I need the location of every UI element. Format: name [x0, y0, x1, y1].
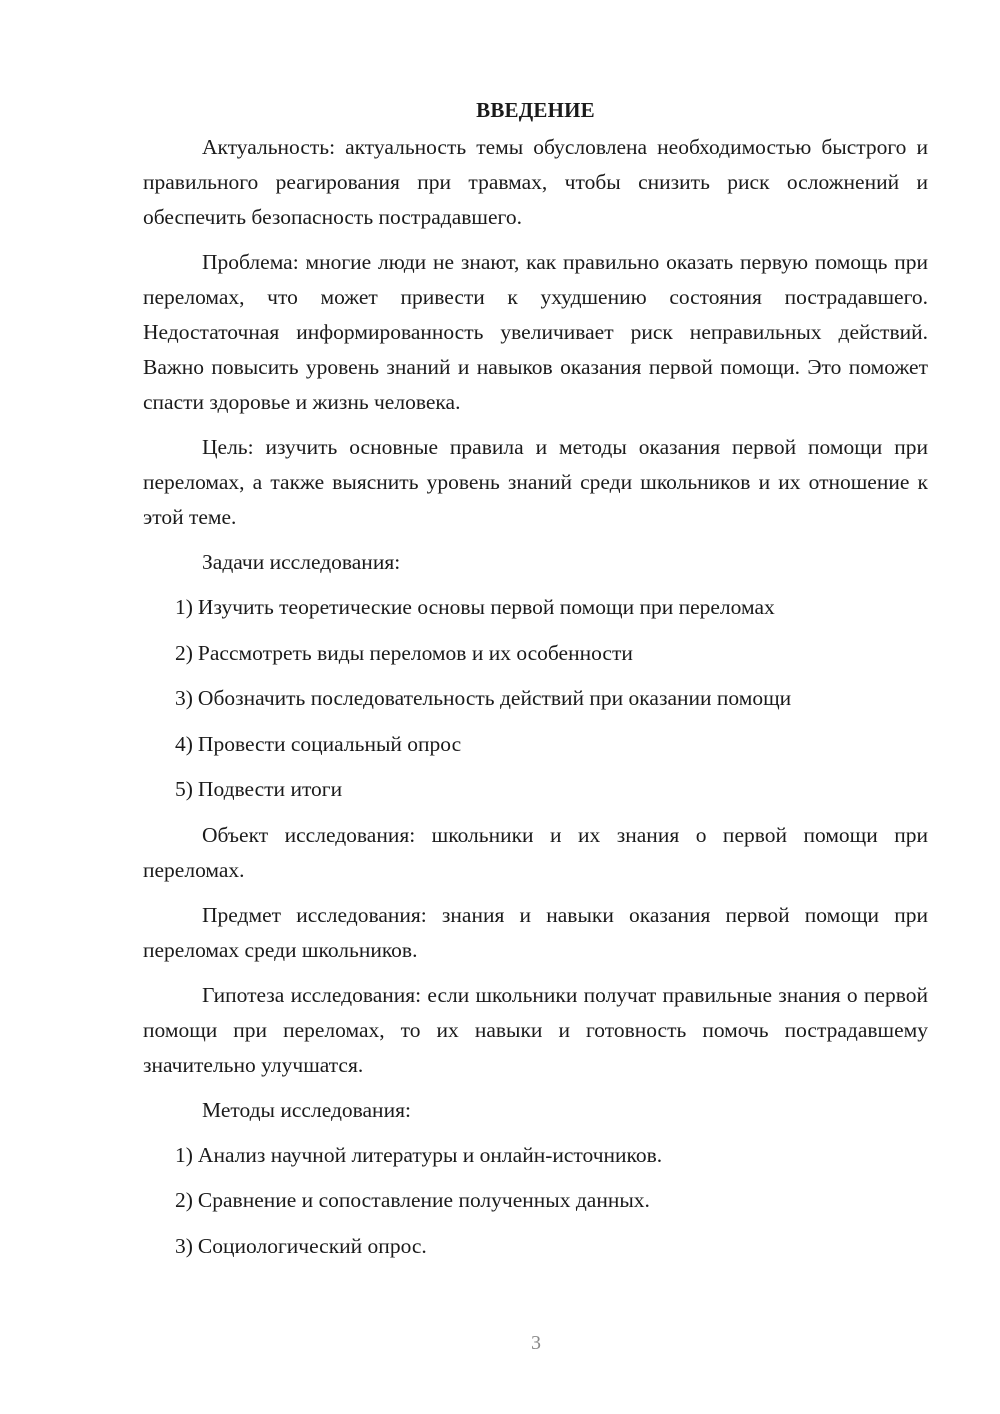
list-item-number: 1) [175, 1142, 193, 1167]
list-item-text: Рассмотреть виды переломов и их особенности [197, 640, 633, 665]
tasks-label: Задачи исследования: [202, 550, 401, 574]
list-item-text: Подвести итоги [197, 777, 343, 801]
list-item-number: 5) [175, 777, 193, 801]
list-item-number: 4) [175, 731, 193, 756]
list-item-number: 1) [175, 595, 193, 619]
list-item-number: 2) [175, 1188, 193, 1212]
document-page [143, 90, 928, 1274]
list-item [143, 1229, 928, 1264]
list-item [143, 1138, 928, 1173]
page-number: 3 [531, 1332, 541, 1354]
paragraph-goal: Цель: изучить основные правила и методы оказания первой помощи при переломах, а также выяснить уровень знаний среди школьников и их отношение к этой теме. [143, 435, 928, 529]
paragraph-object: Объект исследования: школьники и их знания о первой помощи при переломах. [143, 822, 928, 882]
list-item-number: 3) [175, 686, 193, 710]
list-item [143, 681, 928, 716]
paragraph-relevance: Актуальность: актуальность темы обусловлена необходимостью быстрого и правильного реагирования при травмах, чтобы снизить риск осложнений и обеспечить безопасность пострадавшего. [143, 135, 928, 229]
list-item-number: 2) [175, 640, 193, 665]
list-item [143, 727, 928, 762]
list-item [143, 636, 928, 671]
paragraph-hypothesis: Гипотеза исследования: если школьники получат правильные знания о первой помощи при переломах, то их навыки и готовность помочь пострадавшему значительно улучшатся. [143, 982, 928, 1077]
list-item-text: Социологический опрос. [197, 1233, 427, 1258]
tasks-list [143, 590, 928, 807]
methods-list [143, 1138, 928, 1264]
list-item-text: Сравнение и сопоставление полученных данных. [197, 1188, 650, 1212]
list-item-text: Обозначить последовательность действий при оказании помощи [197, 686, 792, 710]
paragraph-subject: Предмет исследования: знания и навыки оказания первой помощи при переломах среди школьников. [143, 902, 928, 962]
section-title: ВВЕДЕНИЕ [476, 98, 595, 122]
list-item-text: Изучить теоретические основы первой помощи при переломах [197, 595, 775, 619]
paragraph-problem: Проблема: многие люди не знают, как правильно оказать первую помощь при переломах, что может привести к ухудшению состояния пострадавшего. Недостаточная информированность увеличивает риск неправильных действий. Важно повысить уровень знаний и навыков оказания первой помощи. Это поможет спасти здоровье и жизнь человека. [143, 250, 928, 414]
methods-label: Методы исследования: [202, 1097, 411, 1122]
list-item [143, 1183, 928, 1218]
list-item-number: 3) [175, 1233, 193, 1258]
list-item [143, 590, 928, 625]
list-item-text: Провести социальный опрос [197, 731, 462, 756]
list-item [143, 772, 928, 807]
list-item-text: Анализ научной литературы и онлайн-источников. [197, 1142, 663, 1167]
